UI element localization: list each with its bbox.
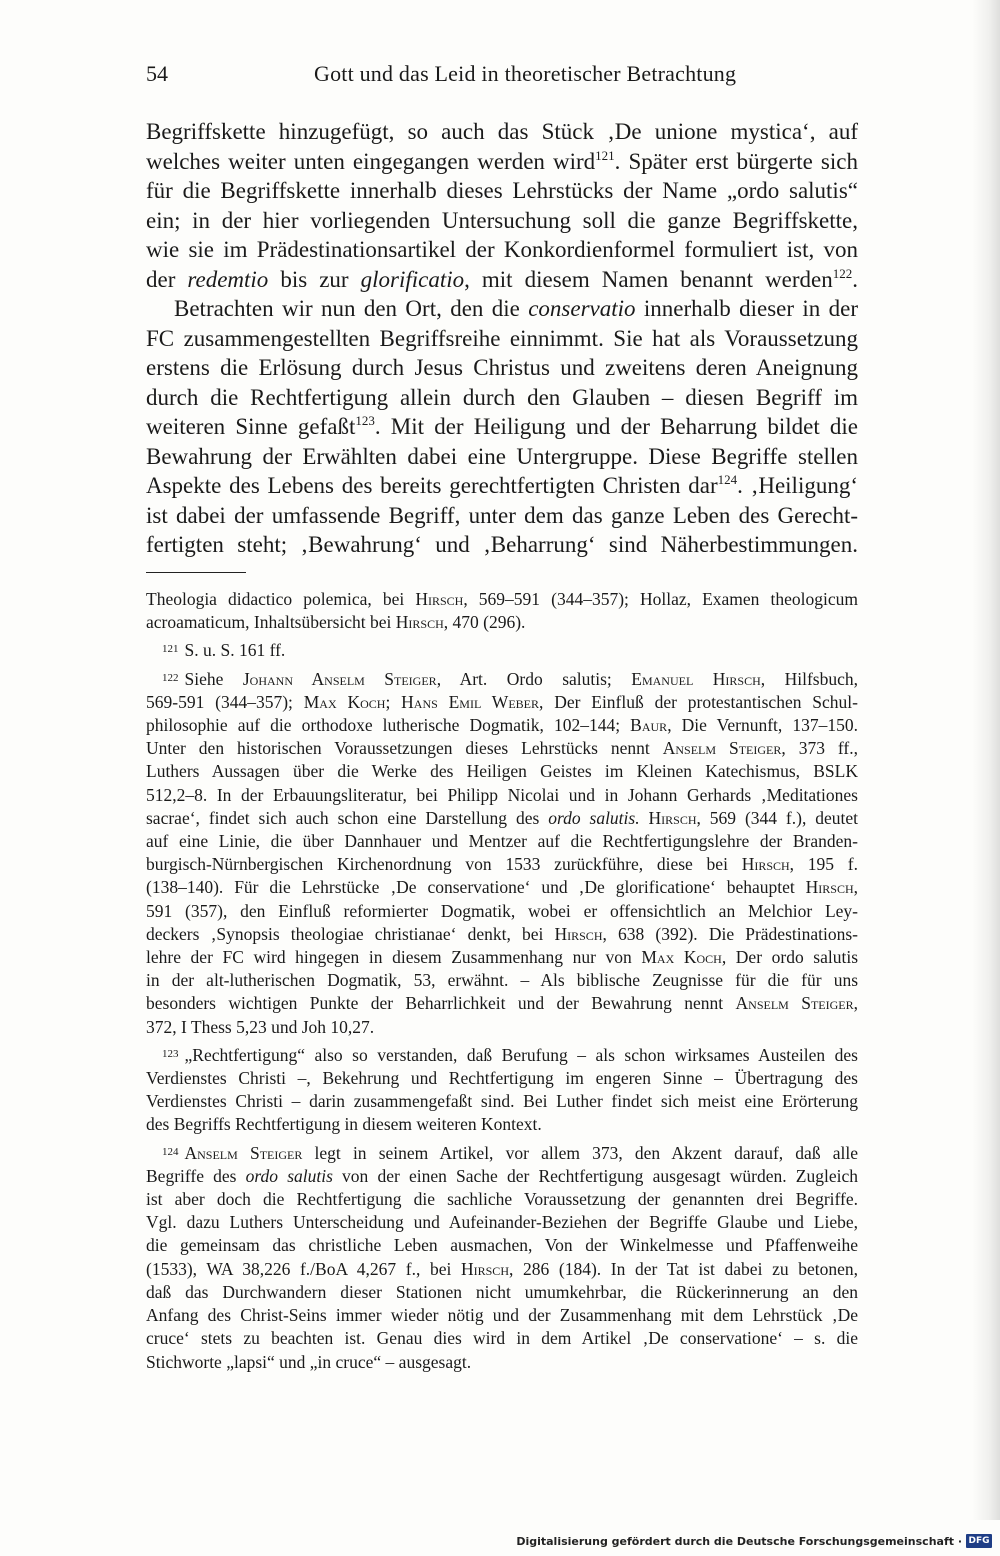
text-line: FC zusammengestellten Begriffsreihe einnimmt. Sie hat als Voraussetzung	[146, 325, 858, 351]
text-line: ein; in der hier vorliegenden Untersuchung soll die ganze Begriffskette,	[146, 207, 858, 233]
footnote-number: 121	[162, 643, 179, 656]
footnote-124: $^{124}$ Anselm Steiger legt in seinem Artikel, vor allem 373, den Akzent darauf, daß alle Begriffe des ordo salutis von der einen Sache der Rechtfertigung ausgesagt würden. Zugleich ist aber doch die Rechtfertigung die sachliche Voraussetzung der genannten drei Begriffe. Vgl. dazu Luthers Unterscheidung und Aufeinander-Beziehen der Begriffe Glaube und Liebe, die gemeinsam das christliche Leben ausmachen, Von der Winkelmesse und Pfaffenweihe (1533), WA 38,226 f./BoA 4,267 f., bei Hirsch, 286 (184). In der Tat ist dabei zu betonen, daß das Durchwandern dieser Stationen nicht umumkehrbar, die Rückerinnerung an den Anfang des Christ-Seins immer wieder nötig und der Zusammenhang mit dem Lehrstück ‚De cruce‘ stets zu beachten ist. Genau dies wird in dem Artikel ‚De conservatione‘ – s. die Stichworte „lapsi“ und „in cruce“ – ausgesagt.	[146, 1142, 859, 1372]
page-number: 54	[146, 61, 168, 86]
text-line: erstens die Erlösung durch Jesus Christus und zweitens deren Aneignung	[146, 355, 858, 380]
text-line: fertigten steht; ‚Bewahrung‘ und ‚Beharrung‘ sind Näherbestimmungen.	[146, 532, 858, 557]
footnote-continued: Theologia didactico polemica, bei Hirsch, 569–591 (344–357); Hollaz, Examen theologicum acroamaticum, Inhaltsübersicht bei Hirsch, 470 (296).	[146, 589, 859, 633]
text-line: Bewahrung der Erwählten dabei eine Untergruppe. Diese Begriffe stellen	[146, 443, 858, 469]
footnote-ref-123[interactable]: 123	[355, 413, 375, 428]
text-line: für die Begriffskette innerhalb dieses Lehrstücks der Name „ordo salutis“	[146, 178, 858, 203]
footnotes	[146, 588, 858, 1378]
page-header	[146, 60, 858, 94]
text-line: Aspekte des Lebens des bereits gerechtfertigten Christen dar$^{124}$. ‚Heiligung‘	[146, 472, 858, 498]
footnote-divider	[146, 572, 246, 573]
footnote-number: 123	[162, 1047, 179, 1060]
text-line: weiteren Sinne gefaßt$^{123}$. Mit der Heiligung und der Beharrung bildet die	[146, 413, 858, 439]
footnote-ref-122[interactable]: 122	[832, 265, 853, 281]
footnote-121: $^{121}$ S. u. S. 161 ff.	[162, 640, 286, 661]
text-line: der redemtio bis zur glorificatio, mit diesem Namen benannt werden$^{122}$.	[146, 265, 859, 292]
dfg-logo: DFG	[966, 1534, 992, 1548]
main-text	[146, 117, 858, 560]
footnote-122: $^{122}$ Siehe Johann Anselm Steiger, Art. Ordo salutis; Emanuel Hirsch, Hilfsbuch, 569-591 (344–357); Max Koch; Hans Emil Weber, Der Einfluß der protestantischen Schul- philosophie auf die orthodoxe lutherische Dogmatik, 102–144; Baur, Die Vernunft, 137–150. Unter den historischen Voraussetzungen dieses Lehrstücks nennt Anselm Steiger, 373 ff., Luthers Aussagen über die Werke des Heiligen Geistes im Kleinen Katechismus, BSLK 512,2–8. In der Erbauungsliteratur, bei Philipp Nicolai und in Johann Gerhards ‚Meditationes sacrae‘, findet sich auch schon eine Darstellung des ordo salutis. Hirsch, 569 (344 f.), deutet auf eine Linie, die über Dannhauer und Mentzer auf die Rechtfertigungslehre der Branden- burgisch-Nürnbergischen Kirchenordnung von 1533 zurückführe, diese bei Hirsch, 195 f. (138–140). Für die Lehrstücke ‚De conservatione‘ und ‚De glorificatione‘ behauptet Hirsch, 591 (357), den Einfluß reformierter Dogmatik, wobei er offensichtlich an Melchior Ley- deckers ‚Synopsis theologiae christianae‘ denkt, bei Hirsch, 638 (392). Die Prädestinations- lehre der FC wird hingegen in diesem Zusammenhang nur von Max Koch, Der ordo salutis in der alt-lutherischen Dogmatik, 53, erwähnt. – Als biblische Zeugnisse für die für uns besonders wichtigen Punkte der Beharrlichkeit und der Bewahrung nennt Anselm Steiger, 372, I Thess 5,23 und Joh 10,27.	[146, 668, 859, 1037]
footnote-number: 124	[162, 1145, 179, 1158]
text-line: Betrachten wir nun den Ort, den die conservatio innerhalb dieser in der	[174, 296, 858, 321]
running-head: Gott und das Leid in theoretischer Betrachtung	[314, 61, 737, 86]
footnote-123: $^{123}$ „Rechtfertigung“ also so verstanden, daß Berufung – als schon wirksames Austeilen des Verdienstes Christi –, Bekehrung und Rechtfertigung im engeren Sinne – Übertragung des Verdienstes Christi – darin zusammengefaßt sind. Bei Luther findet sich meist eine Erörterung des Begriffs Rechtfertigung in diesem weiteren Kontext.	[146, 1044, 858, 1135]
footnote-ref-121[interactable]: 121	[595, 147, 615, 163]
digitization-footer	[516, 1531, 992, 1551]
text-line: Begriffskette hinzugefügt, so auch das Stück ‚De unione mystica‘, auf	[146, 119, 858, 144]
paragraph-1	[146, 117, 858, 294]
paragraph-2	[146, 294, 858, 560]
funding-notice: Digitalisierung gefördert durch die Deutsche Forschungsgemeinschaft ·	[516, 1534, 962, 1548]
text-line: durch die Rechtfertigung allein durch den Glauben – diesen Begriff im	[146, 384, 858, 410]
text-line: wie sie im Prädestinationsartikel der Konkordienformel formuliert ist, von	[146, 237, 858, 262]
text-line: welches weiter unten eingegangen werden wird$^{121}$. Später erst bürgerte sich	[146, 147, 858, 174]
footnote-ref-124[interactable]: 124	[717, 472, 738, 487]
text-line: ist dabei der umfassende Begriff, unter dem das ganze Leben des Gerecht-	[146, 502, 858, 528]
page-edge-shadow	[972, 0, 1000, 1520]
footnote-number: 122	[162, 671, 179, 684]
